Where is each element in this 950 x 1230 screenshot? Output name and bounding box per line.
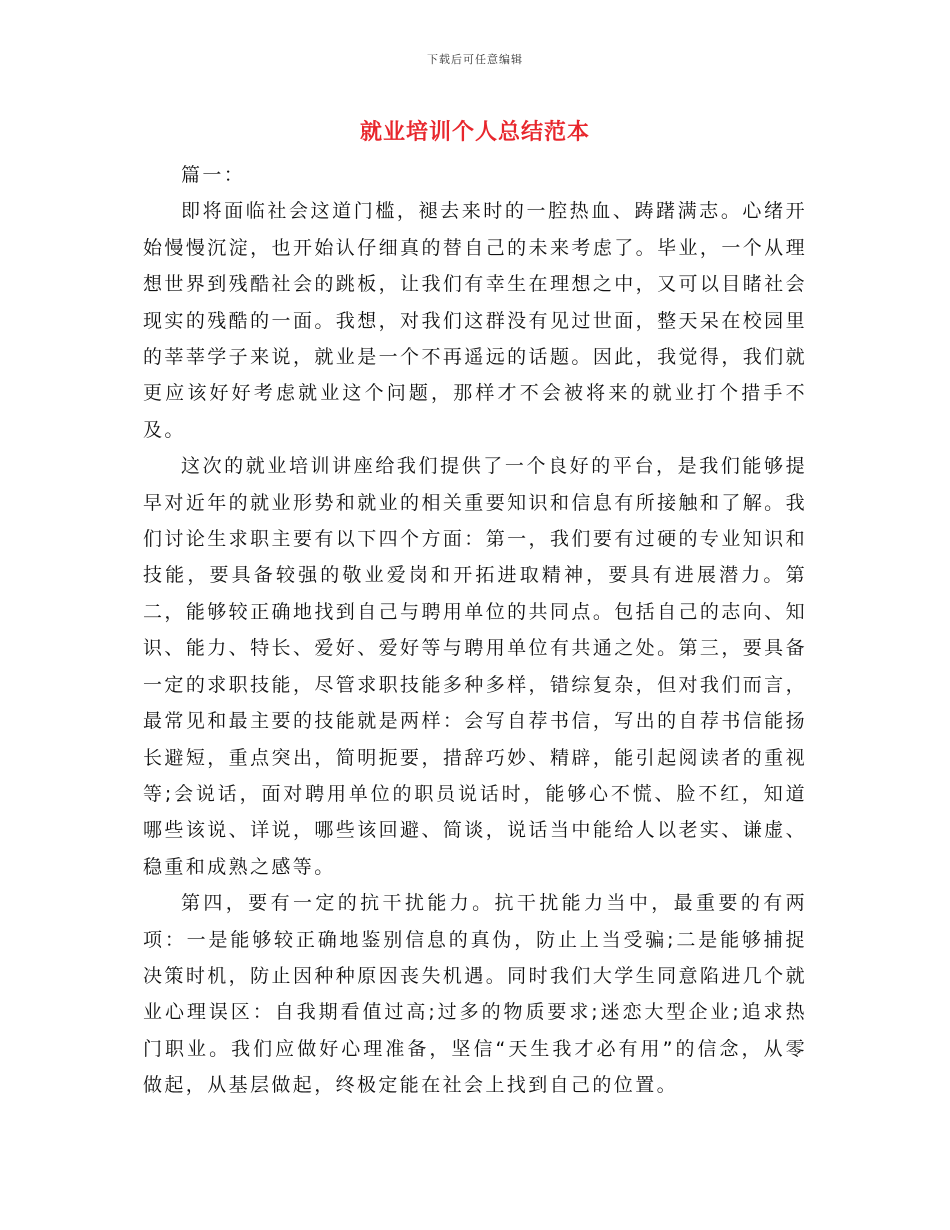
body-paragraph-1: 即将面临社会这道门槛，褪去来时的一腔热血、踌躇满志。心绪开始慢慢沉淀，也开始认仔细真的替自己的未来考虑了。毕业，一个从理想世界到残酷社会的跳板，让我们有幸生在理想之中，又可以目睹社会现实的残酷的一面。我想，对我们这群没有见过世面，整天呆在校园里的莘莘学子来说，就业是一个不再遥远的话题。因此，我觉得，我们就更应该好好考虑就业这个问题，那样才不会被将来的就业打个措手不及。 bbox=[143, 200, 807, 441]
document-body bbox=[143, 157, 807, 1104]
section-label: 篇一： bbox=[181, 164, 246, 186]
body-paragraph-3: 第四，要有一定的抗干扰能力。抗干扰能力当中，最重要的有两项：一是能够较正确地鉴别信息的真伪，防止上当受骗;二是能够捕捉决策时机，防止因种种原因丧失机遇。同时我们大学生同意陷进几个就业心理误区：自我期看值过高;过多的物质要求;迷恋大型企业;追求热门职业。我们应做好心理准备，坚信“天生我才必有用”的信念，从零做起，从基层做起，终极定能在社会上找到自己的位置。 bbox=[143, 892, 807, 1097]
document-title: 就业培训个人总结范本 bbox=[359, 120, 590, 145]
body-paragraph-2: 这次的就业培训讲座给我们提供了一个良好的平台，是我们能够提早对近年的就业形势和就业的相关重要知识和信息有所接触和了解。我们讨论生求职主要有以下四个方面：第一，我们要有过硬的专业知识和技能，要具备较强的敬业爱岗和开拓进取精神，要具有进展潜力。第二，能够较正确地找到自己与聘用单位的共同点。包括自己的志向、知识、能力、特长、爱好、爱好等与聘用单位有共通之处。第三，要具备一定的求职技能，尽管求职技能多种多样，错综复杂，但对我们而言，最常见和最主要的技能就是两样：会写自荐书信，写出的自荐书信能扬长避短，重点突出，简明扼要，措辞巧妙、精辟，能引起阅读者的重视等;会说话，面对聘用单位的职员说话时，能够心不慌、脸不红，知道哪些该说、详说，哪些该回避、简谈，说话当中能给人以老实、谦虚、稳重和成熟之感等。 bbox=[143, 455, 807, 878]
page-header-note: 下载后可任意编辑 bbox=[427, 53, 523, 66]
